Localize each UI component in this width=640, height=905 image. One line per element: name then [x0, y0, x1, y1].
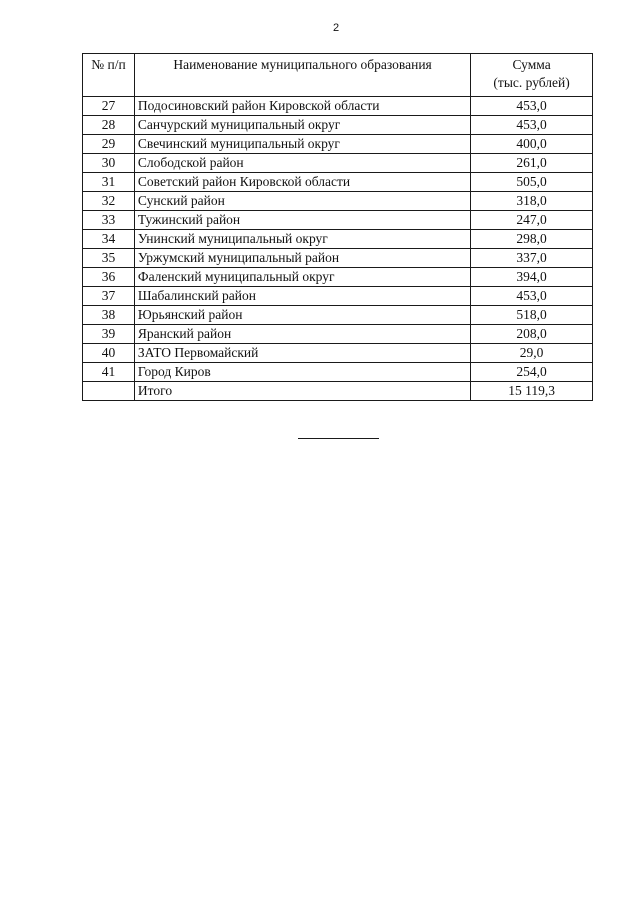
row-municipality-name: Сунский район — [134, 192, 470, 211]
total-sum: 15 119,3 — [471, 382, 593, 401]
header-sum-label: Сумма — [512, 57, 551, 72]
table-row — [83, 363, 593, 382]
row-municipality-name: Юрьянский район — [134, 306, 470, 325]
table-row — [83, 211, 593, 230]
row-sum: 298,0 — [471, 230, 593, 249]
row-sum: 29,0 — [471, 344, 593, 363]
row-sum: 505,0 — [471, 173, 593, 192]
row-sum: 518,0 — [471, 306, 593, 325]
row-municipality-name: Город Киров — [134, 363, 470, 382]
row-number: 28 — [83, 116, 135, 135]
row-municipality-name: Тужинский район — [134, 211, 470, 230]
total-number — [83, 382, 135, 401]
row-sum: 337,0 — [471, 249, 593, 268]
row-number: 33 — [83, 211, 135, 230]
row-number: 31 — [83, 173, 135, 192]
header-municipality-name: Наименование муниципального образования — [134, 54, 470, 97]
header-sum-unit: (тыс. рублей) — [493, 75, 570, 90]
row-municipality-name: Фаленский муниципальный округ — [134, 268, 470, 287]
row-sum: 394,0 — [471, 268, 593, 287]
allocation-table — [82, 53, 593, 401]
row-sum: 400,0 — [471, 135, 593, 154]
table-header-row — [83, 54, 593, 97]
row-municipality-name: Шабалинский район — [134, 287, 470, 306]
row-number: 29 — [83, 135, 135, 154]
total-label: Итого — [134, 382, 470, 401]
row-municipality-name: Слободской район — [134, 154, 470, 173]
row-number: 38 — [83, 306, 135, 325]
table-row — [83, 192, 593, 211]
row-sum: 453,0 — [471, 97, 593, 116]
row-municipality-name: Санчурский муниципальный округ — [134, 116, 470, 135]
table-row — [83, 306, 593, 325]
row-number: 35 — [83, 249, 135, 268]
row-municipality-name: Уржумский муниципальный район — [134, 249, 470, 268]
row-number: 36 — [83, 268, 135, 287]
header-number: № п/п — [83, 54, 135, 97]
row-sum: 261,0 — [471, 154, 593, 173]
row-municipality-name: Унинский муниципальный округ — [134, 230, 470, 249]
table-row — [83, 344, 593, 363]
page-number: 2 — [332, 22, 340, 34]
row-number: 39 — [83, 325, 135, 344]
table-row — [83, 116, 593, 135]
row-sum: 208,0 — [471, 325, 593, 344]
row-sum: 318,0 — [471, 192, 593, 211]
table-row — [83, 249, 593, 268]
table-row — [83, 173, 593, 192]
row-municipality-name: Подосиновский район Кировской области — [134, 97, 470, 116]
closing-divider — [298, 438, 379, 439]
row-municipality-name: Советский район Кировской области — [134, 173, 470, 192]
table-row — [83, 230, 593, 249]
table-row — [83, 154, 593, 173]
table-row — [83, 268, 593, 287]
row-number: 37 — [83, 287, 135, 306]
row-sum: 453,0 — [471, 287, 593, 306]
row-number: 27 — [83, 97, 135, 116]
header-sum — [471, 54, 593, 97]
row-number: 41 — [83, 363, 135, 382]
table-row — [83, 325, 593, 344]
table-row — [83, 135, 593, 154]
table-row — [83, 97, 593, 116]
row-number: 40 — [83, 344, 135, 363]
row-municipality-name: Свечинский муниципальный округ — [134, 135, 470, 154]
row-sum: 453,0 — [471, 116, 593, 135]
total-row — [83, 382, 593, 401]
row-number: 34 — [83, 230, 135, 249]
row-municipality-name: Яранский район — [134, 325, 470, 344]
row-number: 30 — [83, 154, 135, 173]
row-municipality-name: ЗАТО Первомайский — [134, 344, 470, 363]
table-row — [83, 287, 593, 306]
row-sum: 254,0 — [471, 363, 593, 382]
row-number: 32 — [83, 192, 135, 211]
row-sum: 247,0 — [471, 211, 593, 230]
